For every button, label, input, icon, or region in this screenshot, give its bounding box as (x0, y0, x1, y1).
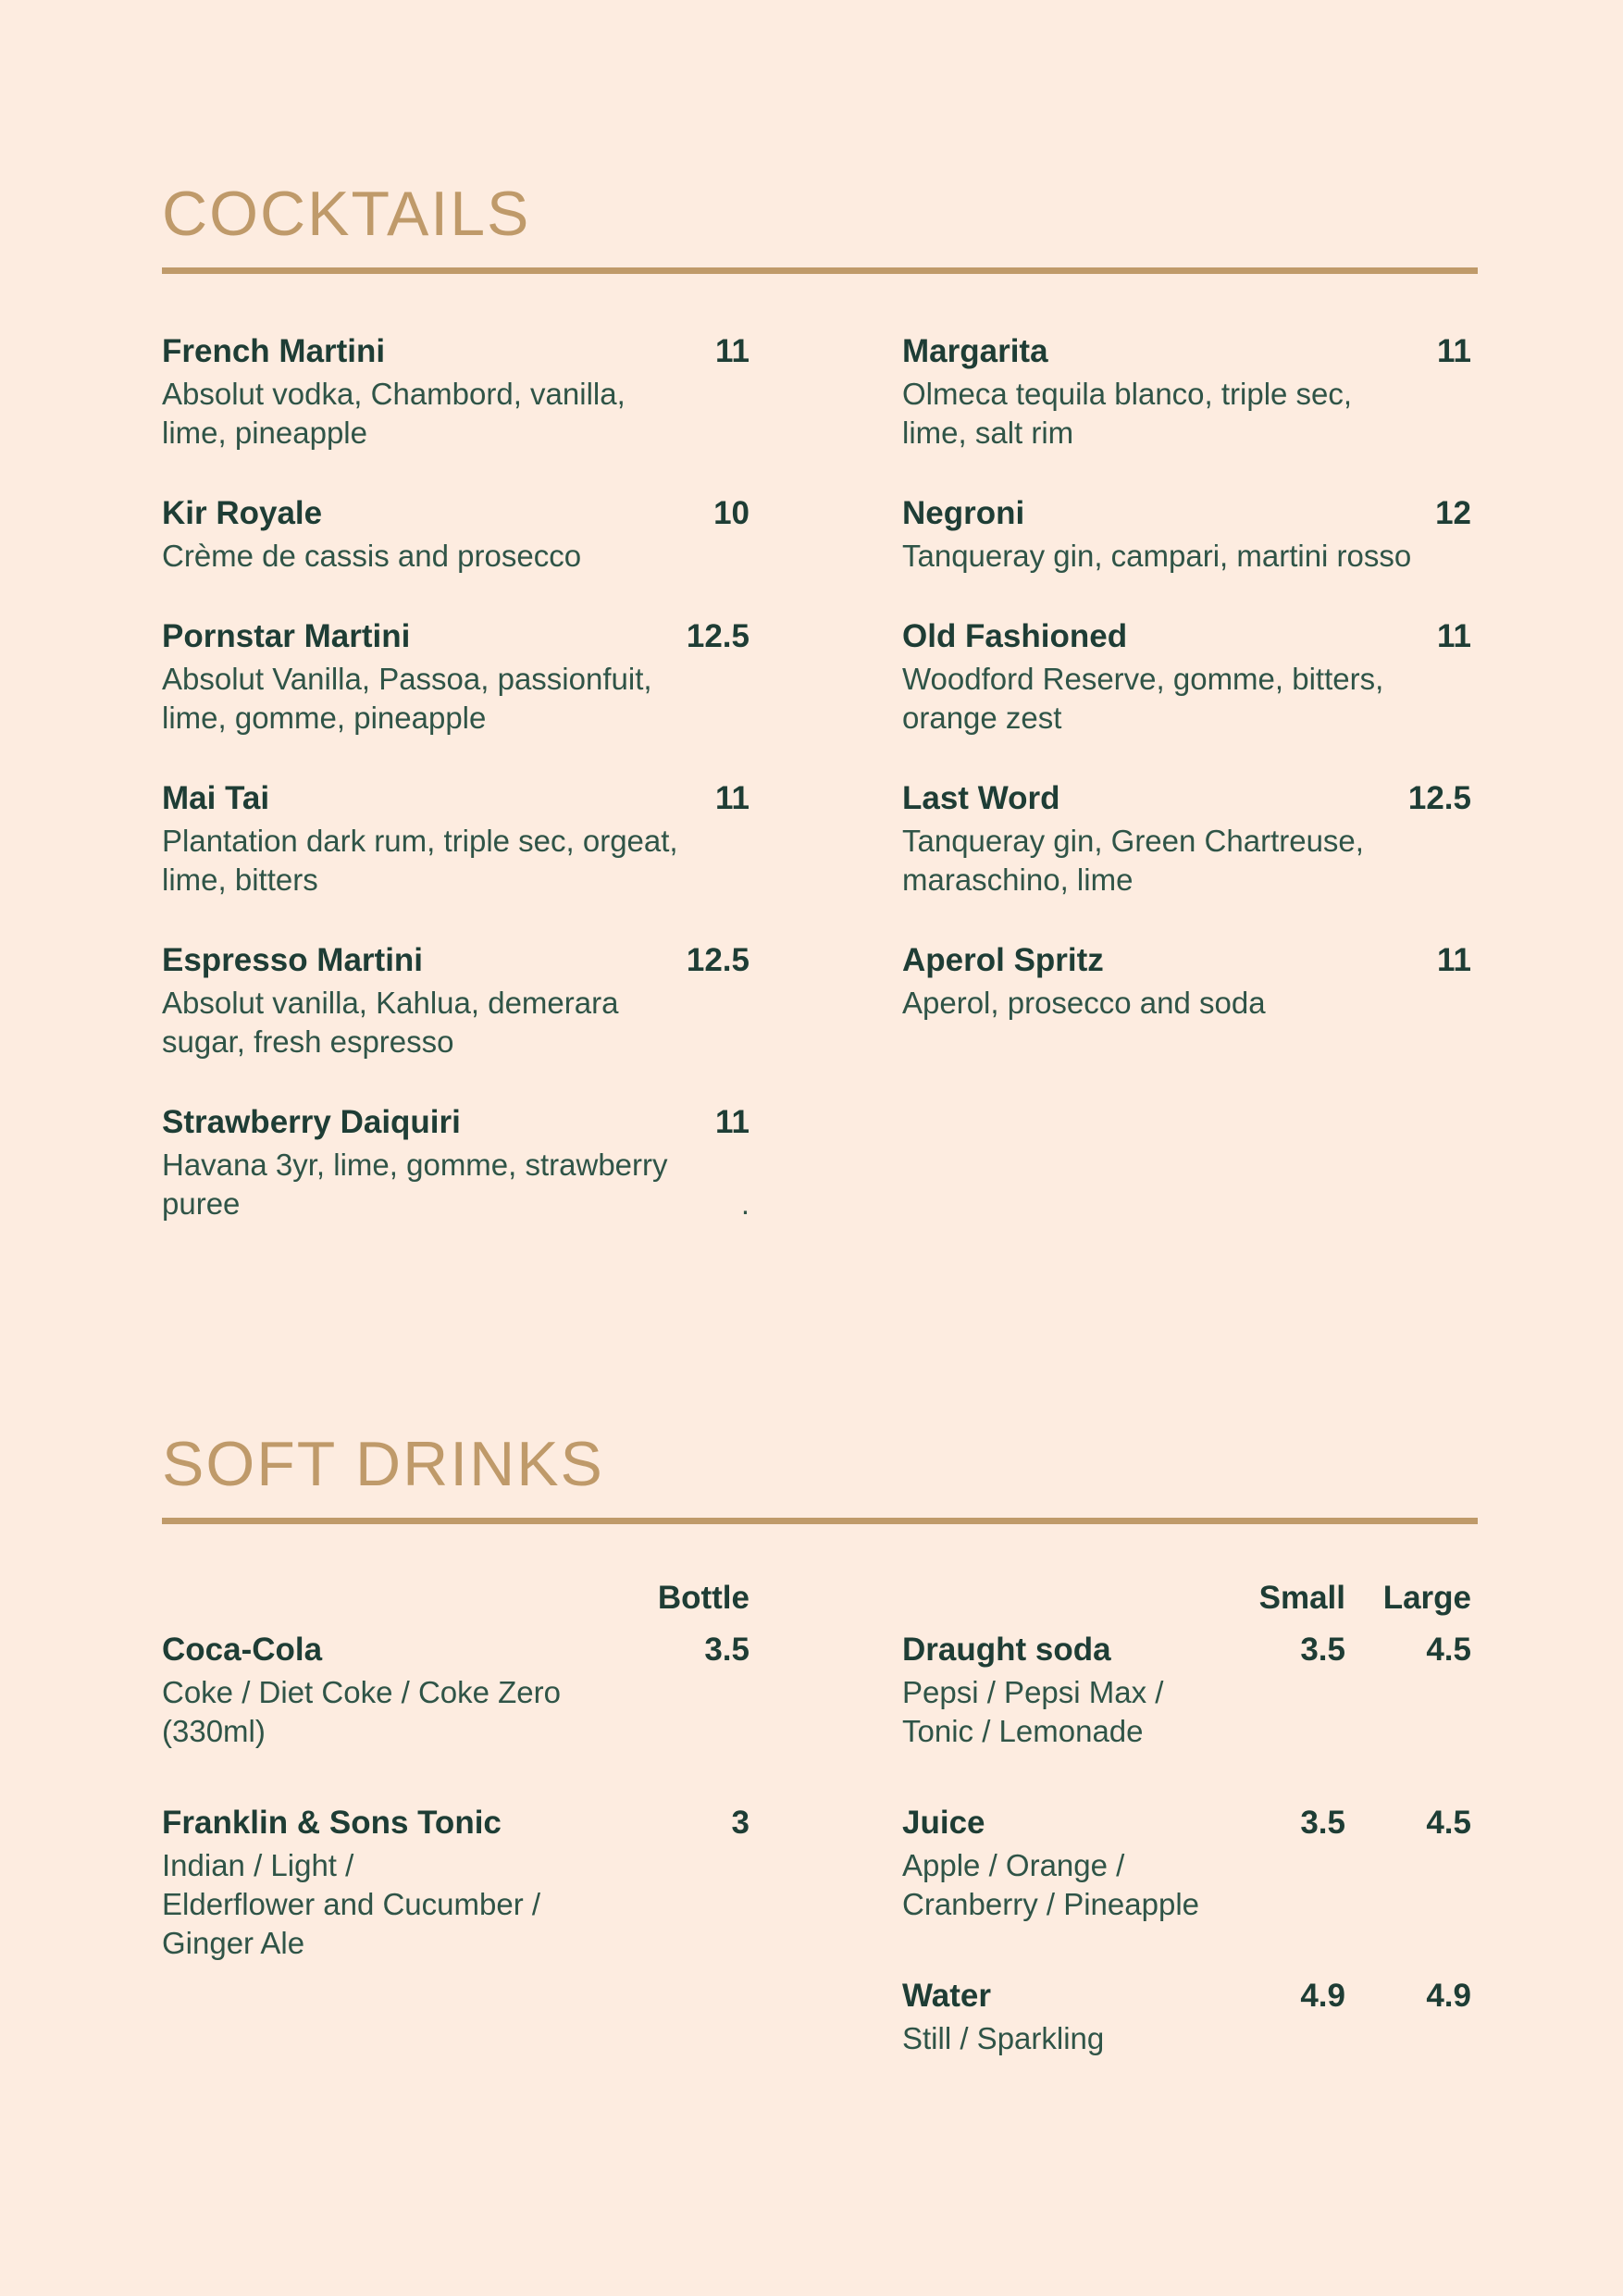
item-name: Kir Royale (162, 495, 323, 531)
stray-dot: . (740, 1186, 750, 1221)
item-description: Indian / Light / Elderflower and Cucumber / Ginger Ale (162, 1848, 541, 1960)
item-name: Coca-Cola (162, 1632, 323, 1668)
item-name: Margarita (902, 333, 1048, 369)
item-name: French Martini (162, 333, 386, 369)
item-name: Water (902, 1978, 991, 2014)
cocktails-columns (162, 331, 1478, 1264)
item-price: 11 (1437, 618, 1471, 654)
item-name: Pornstar Martini (162, 618, 411, 654)
item-name: Old Fashioned (902, 618, 1128, 654)
item-price-small: 3.5 (1300, 1632, 1345, 1668)
cocktail-item-aperol-spritz (902, 940, 1471, 1023)
item-name: Espresso Martini (162, 942, 424, 978)
item-description: Olmeca tequila blanco, triple sec, lime, salt rim (902, 377, 1353, 450)
cocktail-item-pornstar-martini (162, 616, 750, 738)
item-description: Havana 3yr, lime, gomme, strawberry puree . (162, 1146, 750, 1223)
size-header-row (902, 1578, 1471, 1619)
item-price: 10 (713, 495, 750, 531)
item-price: 11 (1437, 942, 1471, 978)
item-description: Woodford Reserve, gomme, bitters, orange zest (902, 662, 1384, 735)
item-price: 11 (715, 1104, 750, 1140)
soft-drink-item-juice (902, 1803, 1471, 1924)
cocktail-item-last-word (902, 778, 1471, 900)
item-name: Draught soda (902, 1632, 1111, 1668)
cocktails-section (162, 179, 1478, 1264)
soft-drinks-right-column (902, 1578, 1471, 2110)
item-description: Apple / Orange / Cranberry / Pineapple (902, 1848, 1200, 1921)
item-name: Negroni (902, 495, 1025, 531)
item-description: Tanqueray gin, Green Chartreuse, maraschino, lime (902, 824, 1364, 897)
item-price-small: 3.5 (1300, 1805, 1345, 1841)
item-description: Absolut vodka, Chambord, vanilla, lime, pineapple (162, 377, 626, 450)
soft-drink-item-water (902, 1976, 1471, 2058)
bottle-header-row (162, 1578, 750, 1619)
cocktail-item-mai-tai (162, 778, 750, 900)
item-name: Strawberry Daiquiri (162, 1104, 461, 1140)
item-price: 11 (715, 780, 750, 816)
item-price: 12.5 (1407, 780, 1471, 816)
item-description: Coke / Diet Coke / Coke Zero (330ml) (162, 1675, 561, 1748)
item-description: Still / Sparkling (902, 2021, 1105, 2055)
item-price-bottle: 3 (731, 1805, 750, 1841)
item-price-large: 4.9 (1426, 1978, 1471, 2014)
cocktail-item-negroni (902, 493, 1471, 576)
cocktail-item-strawberry-daiquiri (162, 1102, 750, 1223)
item-description: Pepsi / Pepsi Max / Tonic / Lemonade (902, 1675, 1164, 1748)
item-description: Crème de cassis and prosecco (162, 539, 582, 573)
item-name: Franklin & Sons Tonic (162, 1805, 502, 1841)
item-price: 11 (715, 333, 750, 369)
soft-drinks-title: SOFT DRINKS (162, 1429, 604, 1499)
soft-drinks-divider (162, 1518, 1478, 1524)
item-description: Absolut Vanilla, Passoa, passionfuit, lime, gomme, pineapple (162, 662, 652, 735)
item-price-bottle: 3.5 (704, 1632, 750, 1668)
bottle-header: Bottle (657, 1580, 750, 1616)
item-price: 12.5 (686, 942, 750, 978)
item-description: Tanqueray gin, campari, martini rosso (902, 539, 1412, 573)
item-price: 11 (1437, 333, 1471, 369)
soft-drink-item-franklin-sons-tonic (162, 1803, 750, 1963)
cocktails-title: COCKTAILS (162, 179, 531, 249)
cocktail-item-kir-royale (162, 493, 750, 576)
cocktail-item-french-martini (162, 331, 750, 453)
item-name: Mai Tai (162, 780, 270, 816)
cocktail-item-espresso-martini (162, 940, 750, 1061)
item-name: Aperol Spritz (902, 942, 1104, 978)
item-description: Absolut vanilla, Kahlua, demerara sugar, fresh espresso (162, 986, 619, 1059)
item-description: Aperol, prosecco and soda (902, 986, 1266, 1020)
item-price: 12.5 (686, 618, 750, 654)
small-header: Small (1258, 1580, 1345, 1616)
cocktails-left-column (162, 331, 750, 1264)
soft-drinks-left-column (162, 1578, 750, 2110)
cocktails-right-column (902, 331, 1471, 1264)
soft-drinks-columns (162, 1578, 1478, 2110)
item-description: Plantation dark rum, triple sec, orgeat, lime, bitters (162, 824, 678, 897)
soft-drink-item-draught-soda (902, 1630, 1471, 1751)
item-price-small: 4.9 (1300, 1978, 1345, 2014)
item-price-large: 4.5 (1426, 1805, 1471, 1841)
item-name: Last Word (902, 780, 1060, 816)
soft-drink-item-coca-cola (162, 1630, 750, 1751)
large-header: Large (1382, 1580, 1471, 1616)
soft-drinks-section (162, 1429, 1478, 2110)
cocktail-item-margarita (902, 331, 1471, 453)
item-price-large: 4.5 (1426, 1632, 1471, 1668)
cocktails-divider (162, 267, 1478, 274)
item-name: Juice (902, 1805, 985, 1841)
cocktail-item-old-fashioned (902, 616, 1471, 738)
item-price: 12 (1435, 495, 1471, 531)
